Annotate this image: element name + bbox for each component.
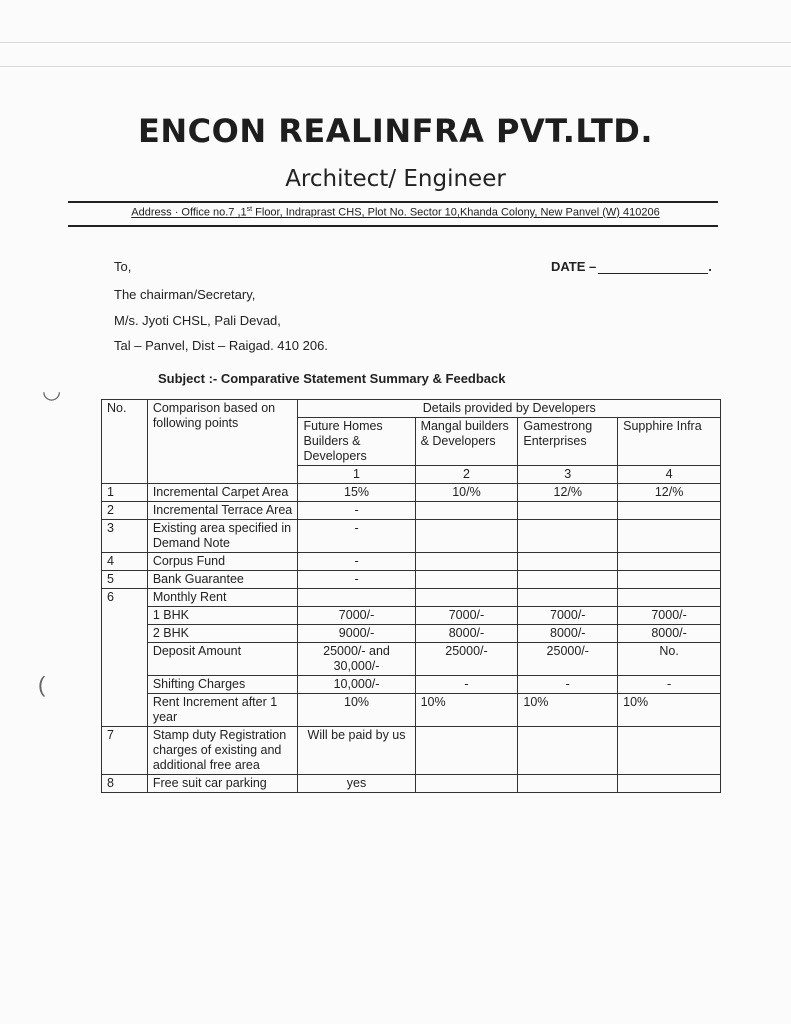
row-value bbox=[518, 502, 618, 520]
company-name: ENCON REALINFRA PVT.LTD. bbox=[138, 112, 653, 150]
table-row bbox=[102, 571, 721, 589]
developer-name: Future Homes Builders & Developers bbox=[298, 418, 415, 466]
row-value: - bbox=[298, 553, 415, 571]
developer-number: 1 bbox=[298, 466, 415, 484]
row-value: - bbox=[298, 520, 415, 553]
developer-name: Gamestrong Enterprises bbox=[518, 418, 618, 466]
table-row bbox=[102, 676, 721, 694]
company-role: Architect/ Engineer bbox=[285, 166, 506, 192]
row-value bbox=[518, 520, 618, 553]
row-value: 7000/- bbox=[298, 607, 415, 625]
row-point: Deposit Amount bbox=[147, 643, 298, 676]
row-value: 7000/- bbox=[518, 607, 618, 625]
row-point: Incremental Terrace Area bbox=[147, 502, 298, 520]
row-value bbox=[518, 553, 618, 571]
row-value bbox=[415, 589, 518, 607]
row-value bbox=[618, 520, 721, 553]
row-value: - bbox=[618, 676, 721, 694]
punch-hole-mark: ( bbox=[38, 672, 46, 697]
row-value bbox=[618, 775, 721, 793]
letter-to: To, bbox=[114, 259, 132, 274]
address-superscript: st bbox=[246, 206, 253, 213]
row-point: Incremental Carpet Area bbox=[147, 484, 298, 502]
row-no: 1 bbox=[102, 484, 148, 502]
row-point: Existing area specified in Demand Note bbox=[147, 520, 298, 553]
row-no: 4 bbox=[102, 553, 148, 571]
row-value: 10/% bbox=[415, 484, 518, 502]
row-no: 5 bbox=[102, 571, 148, 589]
row-value bbox=[518, 727, 618, 775]
row-value: 8000/- bbox=[415, 625, 518, 643]
recipient-line-1: The chairman/Secretary, bbox=[114, 287, 256, 302]
row-value bbox=[298, 589, 415, 607]
developer-name: Mangal builders & Developers bbox=[415, 418, 518, 466]
table-row bbox=[102, 607, 721, 625]
row-value: 10% bbox=[518, 694, 618, 727]
subject-line: Subject :- Comparative Statement Summary & Feedback bbox=[158, 371, 506, 386]
address-part-1: Address · Office no.7 ,1 bbox=[131, 206, 247, 219]
recipient-line-3: Tal – Panvel, Dist – Raigad. 410 206. bbox=[114, 338, 328, 353]
table-row bbox=[102, 484, 721, 502]
header-developers-group: Details provided by Developers bbox=[298, 400, 721, 418]
row-no: 6 bbox=[102, 589, 148, 727]
address-part-2: Floor, Indraprast CHS, Plot No. Sector 10,Khanda Colony, New Panvel (W) 410206 bbox=[252, 206, 660, 219]
row-value: - bbox=[415, 676, 518, 694]
row-point: Stamp duty Registration charges of existing and additional free area bbox=[147, 727, 298, 775]
row-value: 9000/- bbox=[298, 625, 415, 643]
row-value: - bbox=[298, 571, 415, 589]
row-value: Will be paid by us bbox=[298, 727, 415, 775]
row-value: 7000/- bbox=[415, 607, 518, 625]
row-value bbox=[415, 553, 518, 571]
row-value: 12/% bbox=[618, 484, 721, 502]
row-value bbox=[618, 553, 721, 571]
row-value bbox=[518, 571, 618, 589]
row-point: Shifting Charges bbox=[147, 676, 298, 694]
row-value: No. bbox=[618, 643, 721, 676]
row-no: 8 bbox=[102, 775, 148, 793]
row-value: 25000/- and 30,000/- bbox=[298, 643, 415, 676]
row-value bbox=[618, 571, 721, 589]
row-value bbox=[415, 727, 518, 775]
table-row bbox=[102, 643, 721, 676]
scan-artifact-line bbox=[0, 66, 791, 67]
company-address bbox=[0, 206, 791, 219]
row-value bbox=[618, 502, 721, 520]
date-period: . bbox=[708, 259, 712, 274]
table-row bbox=[102, 625, 721, 643]
table-row bbox=[102, 589, 721, 607]
row-value bbox=[618, 589, 721, 607]
row-value: - bbox=[518, 676, 618, 694]
row-value: 25000/- bbox=[415, 643, 518, 676]
row-value bbox=[415, 520, 518, 553]
row-value bbox=[415, 775, 518, 793]
recipient-line-2: M/s. Jyoti CHSL, Pali Devad, bbox=[114, 313, 281, 328]
date-blank-line bbox=[598, 261, 708, 274]
row-value bbox=[518, 589, 618, 607]
row-value: 12/% bbox=[518, 484, 618, 502]
row-point: Monthly Rent bbox=[147, 589, 298, 607]
table-row bbox=[102, 502, 721, 520]
row-value: 10% bbox=[415, 694, 518, 727]
developer-number: 4 bbox=[618, 466, 721, 484]
row-value: 10% bbox=[298, 694, 415, 727]
header-rule-top bbox=[68, 201, 718, 203]
header-rule-bottom bbox=[68, 225, 718, 227]
row-value bbox=[518, 775, 618, 793]
row-no: 2 bbox=[102, 502, 148, 520]
row-value: 8000/- bbox=[518, 625, 618, 643]
table-row bbox=[102, 775, 721, 793]
table-row bbox=[102, 520, 721, 553]
row-value: 8000/- bbox=[618, 625, 721, 643]
row-value: 15% bbox=[298, 484, 415, 502]
row-value: 7000/- bbox=[618, 607, 721, 625]
table-row bbox=[102, 553, 721, 571]
header-comparison-point: Comparison based on following points bbox=[147, 400, 298, 484]
row-value: 25000/- bbox=[518, 643, 618, 676]
row-no: 3 bbox=[102, 520, 148, 553]
scan-artifact-line bbox=[0, 42, 791, 43]
developer-number: 3 bbox=[518, 466, 618, 484]
table-header-row bbox=[102, 400, 721, 418]
row-point: Bank Guarantee bbox=[147, 571, 298, 589]
row-point: Corpus Fund bbox=[147, 553, 298, 571]
row-value bbox=[415, 571, 518, 589]
row-value: 10,000/- bbox=[298, 676, 415, 694]
row-value bbox=[618, 727, 721, 775]
date-field bbox=[551, 259, 712, 274]
row-point: Rent Increment after 1 year bbox=[147, 694, 298, 727]
row-value: yes bbox=[298, 775, 415, 793]
table-row bbox=[102, 694, 721, 727]
row-no: 7 bbox=[102, 727, 148, 775]
row-point: 1 BHK bbox=[147, 607, 298, 625]
developer-number: 2 bbox=[415, 466, 518, 484]
comparison-table bbox=[101, 399, 721, 793]
date-label: DATE – bbox=[551, 259, 597, 274]
header-no: No. bbox=[102, 400, 148, 484]
row-point: Free suit car parking bbox=[147, 775, 298, 793]
table-row bbox=[102, 727, 721, 775]
row-point: 2 BHK bbox=[147, 625, 298, 643]
developer-name: Supphire Infra bbox=[618, 418, 721, 466]
punch-hole-mark: ◡ bbox=[42, 378, 62, 403]
row-value: - bbox=[298, 502, 415, 520]
row-value bbox=[415, 502, 518, 520]
row-value: 10% bbox=[618, 694, 721, 727]
